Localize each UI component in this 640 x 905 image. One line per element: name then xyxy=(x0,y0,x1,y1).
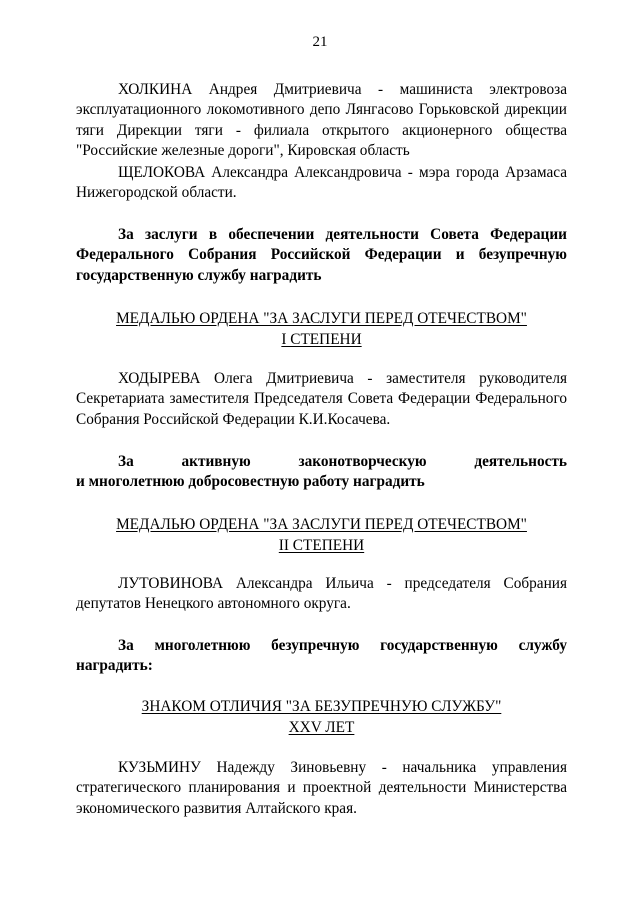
award-recipient-paragraph: ХОДЫРЕВА Олега Дмитриевича - заместителя руководителя Секретариата заместителя Председателя Совета Федерации Федерального Собрания Российской Федерации К.И.Косачева. xyxy=(76,370,567,428)
award-recipient-paragraph: ХОЛКИНА Андрея Дмитриевича - машиниста электровоза эксплуатационного локомотивного депо Лянгасово Горьковской дирекции тяги Дирекции тяги - филиала открытого акционерного общества "Российские железные дороги", Кировская область xyxy=(76,81,567,159)
award-title xyxy=(76,514,567,556)
award-reason-paragraph: За многолетнюю безупречную государственную службу наградить: xyxy=(76,637,567,675)
award-name-line: МЕДАЛЬЮ ОРДЕНА "ЗА ЗАСЛУГИ ПЕРЕД ОТЕЧЕСТВОМ" xyxy=(116,310,527,327)
award-recipient-paragraph: ЛУТОВИНОВА Александра Ильича - председателя Собрания депутатов Ненецкого автономного округа. xyxy=(76,575,567,613)
award-title xyxy=(76,308,567,350)
award-name-line: МЕДАЛЬЮ ОРДЕНА "ЗА ЗАСЛУГИ ПЕРЕД ОТЕЧЕСТВОМ" xyxy=(116,516,527,533)
award-degree-line: XXV ЛЕТ xyxy=(288,719,355,736)
reason-line: и многолетнюю добросовестную работу наградить xyxy=(76,473,425,491)
award-recipient-paragraph: ЩЕЛОКОВА Александра Александровича - мэра города Арзамаса Нижегородской области. xyxy=(76,164,567,202)
award-reason-paragraph xyxy=(76,452,567,493)
award-degree-line: I СТЕПЕНИ xyxy=(281,331,362,348)
award-name-line: ЗНАКОМ ОТЛИЧИЯ "ЗА БЕЗУПРЕЧНУЮ СЛУЖБУ" xyxy=(141,698,502,715)
award-reason-paragraph: За заслуги в обеспечении деятельности Совета Федерации Федерального Собрания Российской Федерации и безупречную государственную службу наградить xyxy=(76,226,567,284)
reason-line: За активную законотворческую деятельность xyxy=(118,453,567,470)
page-number: 21 xyxy=(312,34,328,50)
award-degree-line: II СТЕПЕНИ xyxy=(278,537,365,554)
award-title xyxy=(76,696,567,738)
award-recipient-paragraph: КУЗЬМИНУ Надежду Зиновьевну - начальника управления стратегического планирования и проектной деятельности Министерства экономического развития Алтайского края. xyxy=(76,759,567,817)
